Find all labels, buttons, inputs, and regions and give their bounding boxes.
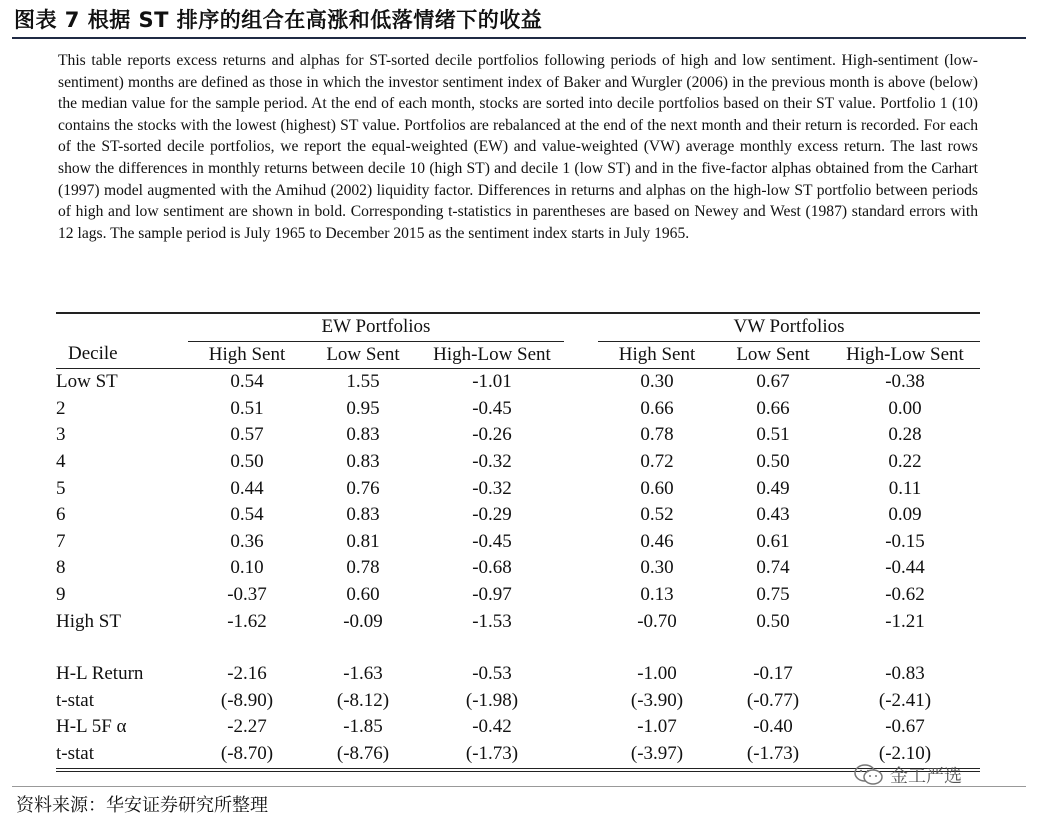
table-cell: -2.27 [227, 716, 267, 738]
column-header-vw-low: Low Sent [736, 343, 810, 365]
table-cell: 0.75 [756, 583, 790, 605]
table-cell: 0.30 [640, 557, 674, 579]
table-cell: (-3.90) [630, 689, 684, 711]
table-cell: 0.72 [640, 450, 674, 472]
table-row [56, 609, 980, 636]
table-cell: 0.83 [346, 424, 380, 446]
table-cell: -0.42 [472, 716, 512, 738]
row-label: 4 [56, 450, 66, 472]
table-cell: -1.21 [885, 610, 925, 632]
table-bottom-rule-double [56, 769, 980, 772]
table-cell: 0.30 [640, 371, 674, 393]
table-cell: 0.60 [640, 477, 674, 499]
table-cell: -0.37 [227, 583, 267, 605]
table-cell: 0.52 [640, 504, 674, 526]
table-cell: -1.63 [343, 663, 383, 685]
column-header-vw-high: High Sent [618, 343, 696, 365]
table-row [56, 582, 980, 609]
table-cell: -0.68 [472, 557, 512, 579]
source-note: 资料来源：华安证券研究所整理 [16, 795, 268, 816]
table-cell: 0.11 [888, 477, 922, 499]
table-row [56, 422, 980, 449]
table-cell: -0.32 [472, 477, 512, 499]
row-label: 9 [56, 583, 66, 605]
watermark [854, 762, 962, 788]
row-label: High ST [56, 610, 121, 632]
table-description [58, 50, 978, 244]
row-label: t-stat [56, 689, 94, 711]
table-cell: -0.83 [885, 663, 925, 685]
table-row [56, 555, 980, 582]
watermark-text: 金工严选 [890, 766, 962, 787]
table-row [56, 369, 980, 396]
table-cell: 0.51 [230, 397, 264, 419]
table-row [56, 502, 980, 529]
row-label: H-L 5F α [56, 716, 127, 738]
row-label: 7 [56, 530, 66, 552]
table-cell: -0.97 [472, 583, 512, 605]
table-cell: (-2.41) [878, 689, 932, 711]
table-cell: -0.15 [885, 530, 925, 552]
table-row [56, 449, 980, 476]
table-cell: -1.07 [637, 716, 677, 738]
title-divider [12, 37, 1026, 39]
table-cell: (-2.10) [878, 742, 932, 764]
figure-title: 图表 7 根据 ST 排序的组合在高涨和低落情绪下的收益 [14, 8, 543, 32]
table-cell: 0.54 [230, 504, 264, 526]
decile-returns-table [56, 312, 980, 772]
column-header-ew-high: High Sent [208, 343, 286, 365]
table-cell: 0.60 [346, 583, 380, 605]
column-header-ew-low: Low Sent [326, 343, 400, 365]
column-header-decile: Decile [68, 343, 118, 365]
table-spacer [56, 635, 980, 661]
table-row [56, 529, 980, 556]
row-label: 5 [56, 477, 66, 499]
table-cell: 0.28 [888, 424, 922, 446]
table-row [56, 476, 980, 503]
row-label: 3 [56, 424, 66, 446]
summary-row [56, 688, 980, 715]
table-cell: (-8.76) [336, 742, 390, 764]
column-header-vw-diff: High-Low Sent [846, 343, 964, 365]
table-cell: -0.32 [472, 450, 512, 472]
table-cell: (-8.12) [336, 689, 390, 711]
row-label: 2 [56, 397, 66, 419]
table-cell: -1.53 [472, 610, 512, 632]
table-cell: 0.57 [230, 424, 264, 446]
table-cell: 0.50 [756, 610, 790, 632]
table-cell: 0.50 [230, 450, 264, 472]
table-cell: -0.17 [753, 663, 793, 685]
group-header-row [56, 314, 980, 341]
row-label: t-stat [56, 742, 94, 764]
table-cell: -0.09 [343, 610, 383, 632]
table-cell: -0.62 [885, 583, 925, 605]
table-cell: (-1.98) [465, 689, 519, 711]
table-cell: 0.22 [888, 450, 922, 472]
table-cell: (-1.73) [746, 742, 800, 764]
table-cell: 0.09 [888, 504, 922, 526]
table-row [56, 396, 980, 423]
table-cell: -1.00 [637, 663, 677, 685]
row-label: 6 [56, 504, 66, 526]
table-cell: -0.45 [472, 397, 512, 419]
table-cell: 0.66 [756, 397, 790, 419]
table-cell: -2.16 [227, 663, 267, 685]
table-cell: -0.44 [885, 557, 925, 579]
summary-row [56, 661, 980, 688]
table-cell: 1.55 [346, 371, 380, 393]
summary-row [56, 741, 980, 768]
group-header-ew: EW Portfolios [188, 314, 564, 341]
row-label: 8 [56, 557, 66, 579]
table-cell: 0.13 [640, 583, 674, 605]
table-cell: 0.61 [756, 530, 790, 552]
source-divider [12, 786, 1026, 787]
row-label: H-L Return [56, 663, 144, 685]
column-header-row [56, 341, 980, 369]
row-label: Low ST [56, 371, 118, 393]
table-cell: (-3.97) [630, 742, 684, 764]
table-cell: (-1.73) [465, 742, 519, 764]
table-cell: (-8.90) [220, 689, 274, 711]
table-cell: 0.36 [230, 530, 264, 552]
table-cell: 0.76 [346, 477, 380, 499]
table-cell: -0.26 [472, 424, 512, 446]
table-cell: -0.70 [637, 610, 677, 632]
column-header-ew-diff: High-Low Sent [433, 343, 551, 365]
table-cell: 0.78 [346, 557, 380, 579]
table-cell: -0.67 [885, 716, 925, 738]
table-cell: -1.62 [227, 610, 267, 632]
wechat-icon [854, 764, 884, 786]
table-cell: 0.49 [756, 477, 790, 499]
table-cell: -0.53 [472, 663, 512, 685]
summary-row [56, 714, 980, 741]
table-cell: 0.67 [756, 371, 790, 393]
table-cell: (-0.77) [746, 689, 800, 711]
table-cell: -0.45 [472, 530, 512, 552]
table-cell: 0.81 [346, 530, 380, 552]
table-cell: 0.00 [888, 397, 922, 419]
table-cell: 0.95 [346, 397, 380, 419]
table-cell: -0.40 [753, 716, 793, 738]
table-cell: 0.50 [756, 450, 790, 472]
group-header-vw: VW Portfolios [598, 314, 980, 341]
table-cell: 0.54 [230, 371, 264, 393]
table-cell: 0.83 [346, 450, 380, 472]
description-text: This table reports excess returns and alphas for ST-sorted decile portfolios following periods of high and low sentiment. High-sentiment (low-sentiment) months are defined as those in which the investor sentiment index of Baker and Wurgler (2006) in the previous month is above (below) the median value for the sample period. At the end of each month, stocks are sorted into decile portfolios based on their ST value. Portfolio 1 (10) contains the stocks with the lowest (highest) ST value. Portfolios are rebalanced at the end of the next month and their return is recorded. For each of the ST-sorted decile portfolios, we report the equal-weighted (EW) and value-weighted (VW) average monthly excess return. The last rows show the differences in monthly returns between decile 10 (high ST) and decile 1 (low ST) and in the five-factor alphas obtained from the Carhart (1997) model augmented with the Amihud (2002) liquidity factor. Differences in returns and alphas on the high-low ST portfolio between periods of high and low sentiment are shown in bold. Corresponding t-statistics in parentheses are based on Newey and West (1987) standard errors with 12 lags. The sample period is July 1965 to December 2015 as the sentiment index starts in July 1965. [58, 52, 978, 242]
table-cell: 0.74 [756, 557, 790, 579]
table-cell: -1.01 [472, 371, 512, 393]
table-cell: 0.78 [640, 424, 674, 446]
table-cell: 0.44 [230, 477, 264, 499]
table-cell: 0.83 [346, 504, 380, 526]
table-cell: 0.10 [230, 557, 264, 579]
table-cell: 0.66 [640, 397, 674, 419]
table-cell: (-8.70) [220, 742, 274, 764]
table-cell: -0.38 [885, 371, 925, 393]
table-cell: -1.85 [343, 716, 383, 738]
table-cell: 0.43 [756, 504, 790, 526]
table-cell: 0.51 [756, 424, 790, 446]
table-cell: 0.46 [640, 530, 674, 552]
table-cell: -0.29 [472, 504, 512, 526]
